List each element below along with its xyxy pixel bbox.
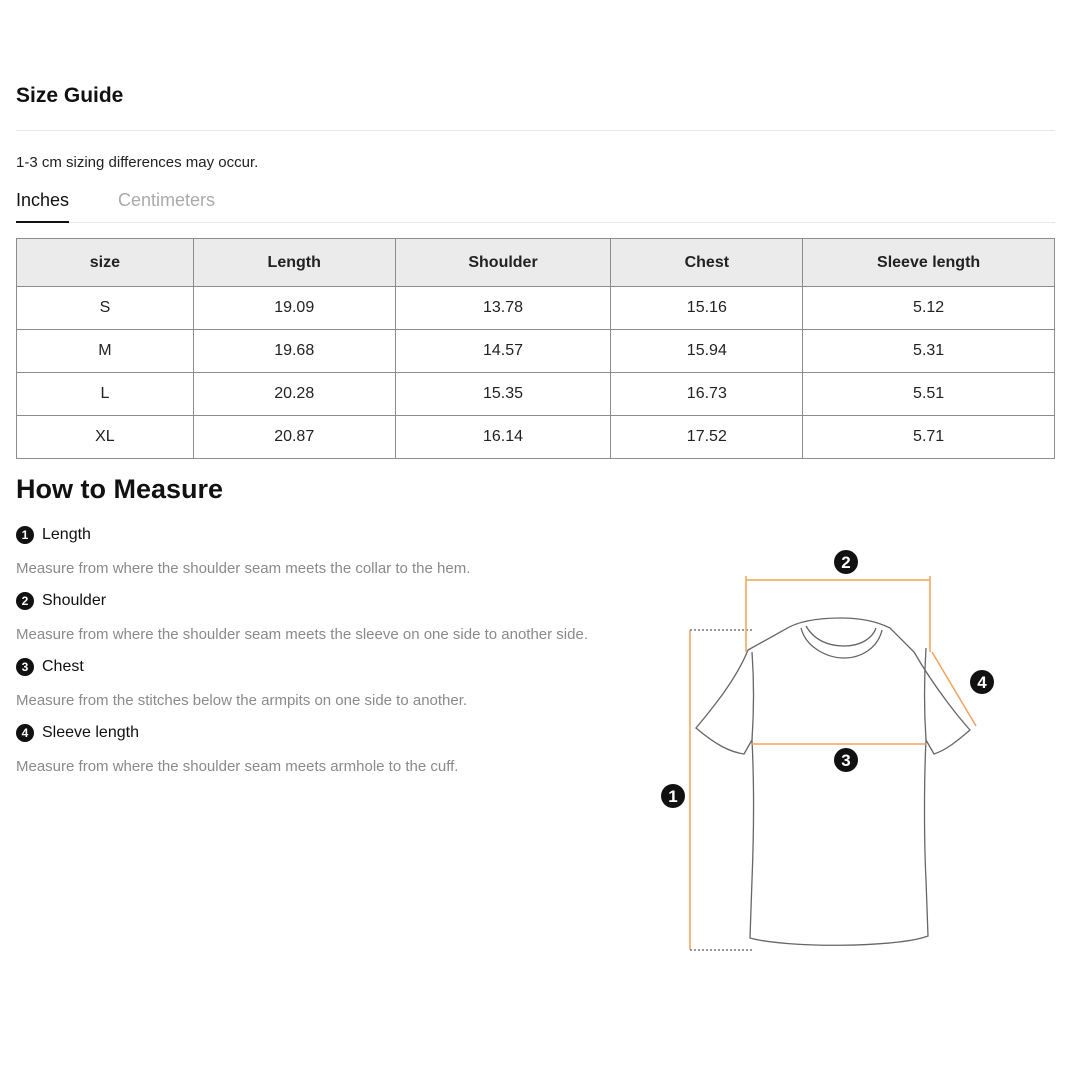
size-table [16, 238, 1055, 459]
table-row [17, 330, 1055, 373]
cell-shoulder: 15.35 [395, 373, 611, 416]
cell-sleeve-length: 5.31 [803, 330, 1055, 373]
col-header-chest: Chest [611, 239, 803, 287]
tab-centimeters[interactable]: Centimeters [118, 190, 216, 210]
cell-shoulder: 16.14 [395, 416, 611, 459]
measure-lines [690, 576, 976, 950]
marker-4-icon [970, 670, 994, 694]
number-1-icon: 1 [16, 526, 34, 544]
cell-length: 20.87 [193, 416, 395, 459]
step-label: Shoulder [42, 592, 107, 609]
sleeve-line [932, 652, 976, 726]
step-chest [16, 658, 84, 676]
step-shoulder [16, 592, 106, 610]
cell-size: L [17, 373, 194, 416]
how-to-measure-title: How to Measure [16, 474, 224, 504]
col-header-shoulder: Shoulder [395, 239, 611, 287]
tshirt-outline-icon [696, 618, 970, 945]
marker-3-icon [834, 748, 858, 772]
svg-text:1: 1 [668, 787, 678, 806]
tshirt-diagram-svg [656, 540, 1016, 970]
table-header-row [17, 239, 1055, 287]
cell-size: XL [17, 416, 194, 459]
step-sleeve-length [16, 724, 139, 742]
step-label: Sleeve length [42, 724, 139, 741]
step-description: Measure from the stitches below the armpits on one side to another. [16, 692, 468, 709]
cell-sleeve-length: 5.51 [803, 373, 1055, 416]
sizing-note: 1-3 cm sizing differences may occur. [16, 154, 259, 171]
marker-2-icon [834, 550, 858, 574]
cell-chest: 16.73 [611, 373, 803, 416]
svg-text:2: 2 [841, 553, 851, 572]
table-row [17, 373, 1055, 416]
step-length [16, 526, 91, 544]
table-row [17, 416, 1055, 459]
divider [16, 130, 1055, 131]
cell-chest: 15.16 [611, 287, 803, 330]
cell-sleeve-length: 5.12 [803, 287, 1055, 330]
page-title: Size Guide [16, 84, 124, 107]
step-description: Measure from where the shoulder seam meets the sleeve on one side to another side. [16, 626, 588, 643]
svg-text:4: 4 [977, 673, 987, 692]
cell-shoulder: 13.78 [395, 287, 611, 330]
step-description: Measure from where the shoulder seam meets armhole to the cuff. [16, 758, 459, 775]
cell-size: M [17, 330, 194, 373]
step-description: Measure from where the shoulder seam meets the collar to the hem. [16, 560, 471, 577]
tshirt-measure-diagram [656, 540, 1016, 970]
cell-size: S [17, 287, 194, 330]
table-row [17, 287, 1055, 330]
number-3-icon: 3 [16, 658, 34, 676]
number-4-icon: 4 [16, 724, 34, 742]
size-guide-page [16, 0, 1055, 1080]
marker-1-icon [661, 784, 685, 808]
step-label: Length [42, 526, 91, 543]
cell-chest: 17.52 [611, 416, 803, 459]
col-header-length: Length [193, 239, 395, 287]
step-label: Chest [42, 658, 84, 675]
unit-tabs [16, 187, 1055, 223]
cell-shoulder: 14.57 [395, 330, 611, 373]
cell-sleeve-length: 5.71 [803, 416, 1055, 459]
svg-text:3: 3 [841, 751, 851, 770]
cell-length: 20.28 [193, 373, 395, 416]
cell-length: 19.68 [193, 330, 395, 373]
tab-inches[interactable]: Inches [16, 187, 69, 223]
cell-length: 19.09 [193, 287, 395, 330]
col-header-size: size [17, 239, 194, 287]
col-header-sleeve-length: Sleeve length [803, 239, 1055, 287]
number-2-icon: 2 [16, 592, 34, 610]
cell-chest: 15.94 [611, 330, 803, 373]
